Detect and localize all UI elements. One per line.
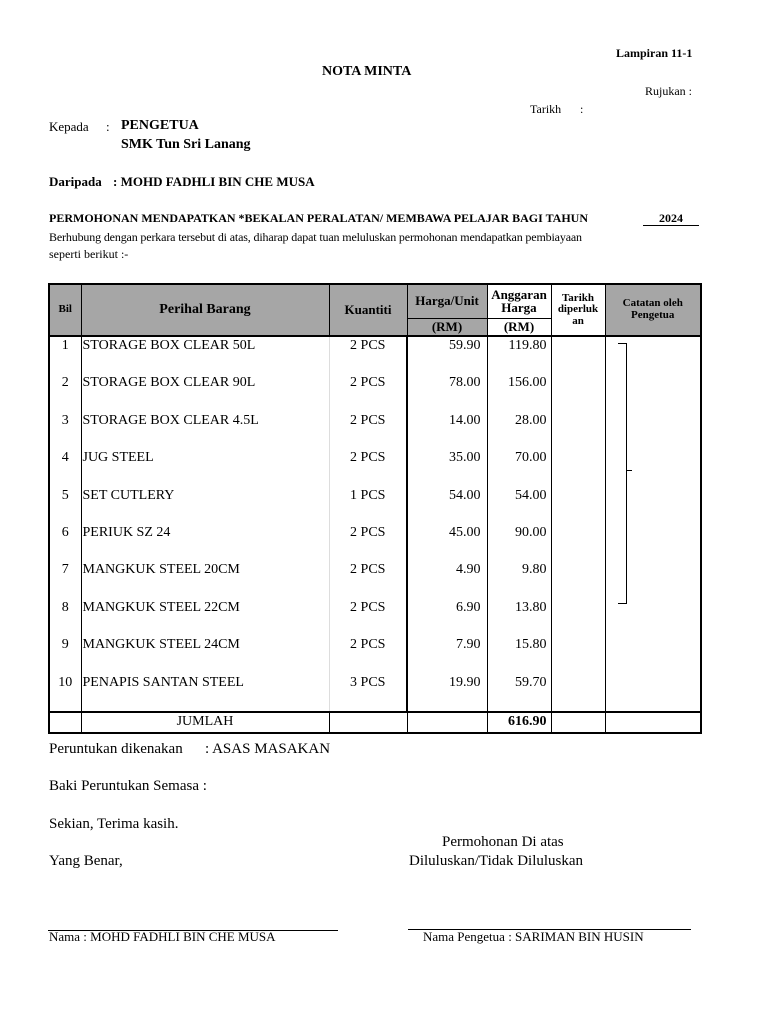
allocation-value: : ASAS MASAKAN [205,741,331,757]
notes-bracket-tick [626,470,632,471]
row-unit-price: 7.90 [407,636,487,673]
row-number: 10 [49,674,81,712]
row-amount: 9.80 [487,561,551,598]
table-row [49,374,701,411]
row-quantity: 2 PCS [329,524,407,561]
row-unit-price: 78.00 [407,374,487,411]
header-date-needed-line1: Tarikh [561,291,594,304]
header-price-unit: (RM) [407,318,487,336]
row-unit-price: 19.90 [407,674,487,712]
reference-label: Rujukan : [645,84,692,98]
row-notes [605,636,701,673]
row-amount: 90.00 [487,524,551,561]
row-date-needed [551,336,605,374]
total-label: JUMLAH [81,712,329,733]
row-unit-price: 6.90 [407,599,487,636]
row-amount: 13.80 [487,599,551,636]
row-date-needed [551,674,605,712]
row-unit-price: 35.00 [407,449,487,486]
row-notes [605,599,701,636]
row-amount: 28.00 [487,412,551,449]
row-number: 9 [49,636,81,673]
row-date-needed [551,374,605,411]
table-row [49,336,701,374]
row-date-needed [551,524,605,561]
approval-line1: Permohonan Di atas [442,834,564,850]
row-amount: 15.80 [487,636,551,673]
request-body-line1: Berhubung dengan perkara tersebut di atas, diharap dapat tuan meluluskan permohonan mendapatkan pembiayaan [49,230,582,244]
closing-text: Sekian, Terima kasih. [49,816,179,832]
table-row [49,524,701,561]
row-notes [605,674,701,712]
requester-name: Nama : MOHD FADHLI BIN CHE MUSA [49,929,276,944]
row-item: PERIUK SZ 24 [81,524,329,561]
row-unit-price: 45.00 [407,524,487,561]
row-quantity: 2 PCS [329,449,407,486]
row-unit-price: 59.90 [407,336,487,374]
row-amount: 119.80 [487,336,551,374]
header-notes-line1: Catatan oleh [622,297,683,310]
row-item: SET CUTLERY [81,487,329,524]
table-row [49,487,701,524]
date-colon: : [580,102,584,116]
table-row [49,412,701,449]
approval-line2: Diluluskan/Tidak Diluluskan [409,853,584,869]
date-label: Tarikh [530,102,562,116]
header-qty: Kuantiti [329,284,407,336]
row-item: STORAGE BOX CLEAR 4.5L [81,412,329,449]
header-item: Perihal Barang [81,284,329,336]
table-row [49,561,701,598]
principal-name: Nama Pengetua : SARIMAN BIN HUSIN [423,929,644,944]
recipient-label: Kepada [49,119,89,134]
row-quantity: 2 PCS [329,412,407,449]
row-quantity: 2 PCS [329,636,407,673]
row-amount: 59.70 [487,674,551,712]
document-title: NOTA MINTA [322,64,412,79]
header-price: Harga/Unit [407,284,487,318]
header-budget-line1: Anggaran [491,286,547,302]
row-item: JUG STEEL [81,449,329,486]
row-number: 3 [49,412,81,449]
row-number: 2 [49,374,81,411]
header-budget-line2: Harga [501,300,537,316]
row-date-needed [551,636,605,673]
row-amount: 54.00 [487,487,551,524]
row-item: MANGKUK STEEL 20CM [81,561,329,598]
row-unit-price: 14.00 [407,412,487,449]
row-quantity: 2 PCS [329,599,407,636]
appendix-label: Lampiran 11-1 [616,46,693,60]
row-item: STORAGE BOX CLEAR 90L [81,374,329,411]
row-quantity: 3 PCS [329,674,407,712]
row-amount: 70.00 [487,449,551,486]
items-table [48,283,702,734]
notes-bracket [618,343,627,604]
signoff-text: Yang Benar, [49,853,123,869]
table-row [49,674,701,712]
sender-label: Daripada [49,174,102,189]
request-year: 2024 [643,211,699,226]
recipient-name: PENGETUA [121,118,199,133]
row-date-needed [551,561,605,598]
row-date-needed [551,412,605,449]
row-item: PENAPIS SANTAN STEEL [81,674,329,712]
recipient-colon: : [106,119,110,134]
request-body-line2: seperti berikut :- [49,247,129,261]
header-date-needed [551,284,605,336]
row-item: STORAGE BOX CLEAR 50L [81,336,329,374]
header-bil: Bil [49,284,81,336]
row-number: 5 [49,487,81,524]
row-quantity: 2 PCS [329,561,407,598]
recipient-school: SMK Tun Sri Lanang [121,137,251,152]
header-notes [605,284,701,336]
balance-label: Baki Peruntukan Semasa : [49,778,207,794]
request-heading: PERMOHONAN MENDAPATKAN *BEKALAN PERALATAN/ MEMBAWA PELAJAR BAGI TAHUN [49,211,589,225]
row-quantity: 1 PCS [329,487,407,524]
row-number: 8 [49,599,81,636]
row-date-needed [551,599,605,636]
row-number: 6 [49,524,81,561]
row-date-needed [551,449,605,486]
row-unit-price: 54.00 [407,487,487,524]
total-value: 616.90 [487,712,551,733]
row-item: MANGKUK STEEL 24CM [81,636,329,673]
row-quantity: 2 PCS [329,374,407,411]
row-number: 7 [49,561,81,598]
row-number: 4 [49,449,81,486]
header-date-needed-line2: diperluk [557,303,599,316]
header-budget-unit: (RM) [487,318,551,336]
header-date-needed-line3: an [572,314,584,327]
header-budget [487,284,551,318]
table-row [49,449,701,486]
row-unit-price: 4.90 [407,561,487,598]
sender-name: : MOHD FADHLI BIN CHE MUSA [113,174,315,189]
header-notes-line2: Pengetua [631,309,675,321]
row-item: MANGKUK STEEL 22CM [81,599,329,636]
table-row [49,636,701,673]
row-quantity: 2 PCS [329,336,407,374]
row-amount: 156.00 [487,374,551,411]
allocation-label: Peruntukan dikenakan [49,741,183,757]
row-date-needed [551,487,605,524]
table-row [49,599,701,636]
row-number: 1 [49,336,81,374]
